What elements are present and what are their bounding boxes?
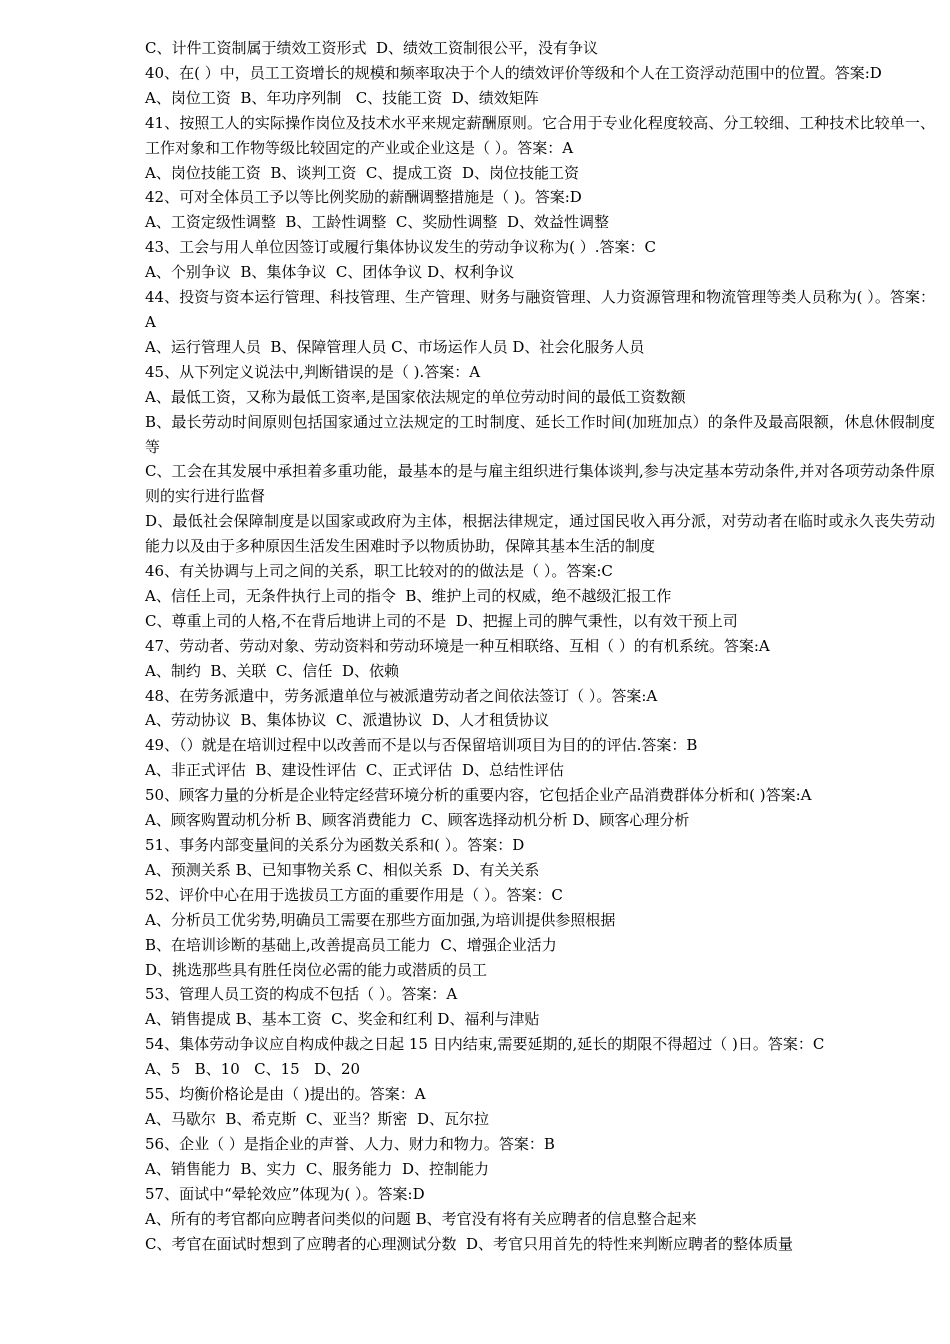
options-49: A、非正式评估 B、建设性评估 C、正式评估 D、总结性评估 (145, 761, 564, 780)
options-42: A、工资定级性调整 B、工龄性调整 C、奖励性调整 D、效益性调整 (145, 213, 609, 232)
options-56: A、销售能力 B、实力 C、服务能力 D、控制能力 (145, 1159, 489, 1178)
options-51: A、预测关系 B、已知事物关系 C、相似关系 D、有关关系 (145, 860, 540, 879)
question-54: 54、集体劳动争议应自构成仲裁之日起 15 日内结束,需要延期的,延长的期限不得超过（ )日。答案：C (145, 1035, 825, 1054)
question-45: 45、从下列定义说法中,判断错误的是（ ).答案：A (145, 362, 481, 381)
question-55: 55、均衡价格论是由（ )提出的。答案：A (145, 1085, 426, 1104)
options-47: A、制约 B、关联 C、信任 D、依赖 (145, 661, 399, 680)
option-45-d: D、最低社会保障制度是以国家或政府为主体，根据法律规定，通过国民收入再分派，对劳动者在临时或永久丧失劳动能力以及由于多种原因生活发生困难时予以物质协助，保障其基本生活的制度 (145, 512, 935, 556)
option-45-b: B、最长劳动时间原则包括国家通过立法规定的工时制度、延长工作时间(加班加点）的条件及最高限额，休息休假制度等 (145, 412, 935, 456)
question-57: 57、面试中“晕轮效应”体现为( ）。答案:D (145, 1184, 425, 1203)
options-43: A、个别争议 B、集体争议 C、团体争议 D、权利争议 (145, 263, 515, 282)
options-46-cd: C、尊重上司的人格,不在背后地讲上司的不是 D、把握上司的脾气秉性，以有效干预上司 (145, 611, 738, 630)
question-49: 49、（）就是在培训过程中以改善而不是以与否保留培训项目为目的的评估.答案：B (145, 736, 698, 755)
options-57-cd: C、考官在面试时想到了应聘者的心理测试分数 D、考官只用首先的特性来判断应聘者的整体质量 (145, 1234, 794, 1253)
question-40: 40、在( ）中，员工工资增长的规模和频率取决于个人的绩效评价等级和个人在工资浮动范围中的位置。答案:D (145, 63, 882, 82)
question-44: 44、投资与资本运行管理、科技管理、生产管理、财务与融资管理、人力资源管理和物流管理等类人员称为( ）。答案：A (145, 288, 935, 331)
text-line: C、计件工资制属于绩效工资形式 D、绩效工资制很公平，没有争议 (145, 39, 599, 57)
options-53: A、销售提成 B、基本工资 C、奖金和红利 D、福利与津贴 (145, 1010, 540, 1029)
question-43: 43、工会与用人单位因签订或履行集体协议发生的劳动争议称为( ）.答案：C (145, 238, 656, 257)
question-52: 52、评价中心在用于选拔员工方面的重要作用是（ ）。答案：C (145, 885, 563, 904)
options-55: A、马歇尔 B、希克斯 C、亚当？斯密 D、瓦尔拉 (145, 1109, 489, 1128)
option-45-c: C、工会在其发展中承担着多重功能，最基本的是与雇主组织进行集体谈判,参与决定基本劳动条件,并对各项劳动条件原则的实行进行监督 (145, 462, 935, 506)
options-57-ab: A、所有的考官都向应聘者问类似的问题 B、考官没有将有关应聘者的信息整合起来 (145, 1209, 697, 1228)
question-41: 41、按照工人的实际操作岗位及技术水平来规定薪酬原则。它合用于专业化程度较高、分工较细、工种技术比较单一、工作对象和工作物等级比较固定的产业或企业这是（ ）。答案：A (145, 113, 935, 157)
option-45-a: A、最低工资，又称为最低工资率,是国家依法规定的单位劳动时间的最低工资数额 (145, 387, 686, 406)
option-52-d: D、挑选那些具有胜任岗位必需的能力或潜质的员工 (145, 960, 488, 979)
question-51: 51、事务内部变量间的关系分为函数关系和( ）。答案：D (145, 836, 525, 854)
options-44: A、运行管理人员 B、保障管理人员 C、市场运作人员 D、社会化服务人员 (145, 337, 645, 356)
options-46-ab: A、信任上司，无条件执行上司的指令 B、维护上司的权威，绝不越级汇报工作 (145, 586, 672, 605)
question-47: 47、劳动者、劳动对象、劳动资料和劳动环境是一种互相联络、互相（ ）的有机系统。答案:A (145, 636, 770, 655)
question-42: 42、可对全体员工予以等比例奖励的薪酬调整措施是（ )。答案:D (145, 188, 582, 207)
option-52-a: A、分析员工优劣势,明确员工需要在那些方面加强,为培训提供参照根据 (145, 910, 616, 929)
question-50: 50、顾客力量的分析是企业特定经营环境分析的重要内容，它包括企业产品消费群体分析和( )答案:A (145, 786, 812, 805)
options-40: A、岗位工资 B、年功序列制 C、技能工资 D、绩效矩阵 (145, 88, 539, 107)
question-48: 48、在劳务派遣中，劳务派遣单位与被派遣劳动者之间依法签订（ ）。答案:A (145, 686, 658, 705)
options-54: A、5 B、10 C、15 D、20 (145, 1060, 361, 1079)
options-48: A、劳动协议 B、集体协议 C、派遣协议 D、人才租赁协议 (145, 711, 549, 730)
document-body (145, 36, 935, 1256)
options-52-bc: B、在培训诊断的基础上,改善提高员工能力 C、增强企业活力 (145, 935, 557, 954)
question-53: 53、管理人员工资的构成不包括（ ）。答案：A (145, 985, 458, 1004)
question-46: 46、有关协调与上司之间的关系，职工比较对的的做法是（ ）。答案:C (145, 562, 613, 581)
options-41: A、岗位技能工资 B、谈判工资 C、提成工资 D、岗位技能工资 (145, 163, 579, 182)
question-56: 56、企业（ ）是指企业的声誉、人力、财力和物力。答案：B (145, 1134, 555, 1153)
options-50: A、顾客购置动机分析 B、顾客消费能力 C、顾客选择动机分析 D、顾客心理分析 (145, 811, 690, 830)
